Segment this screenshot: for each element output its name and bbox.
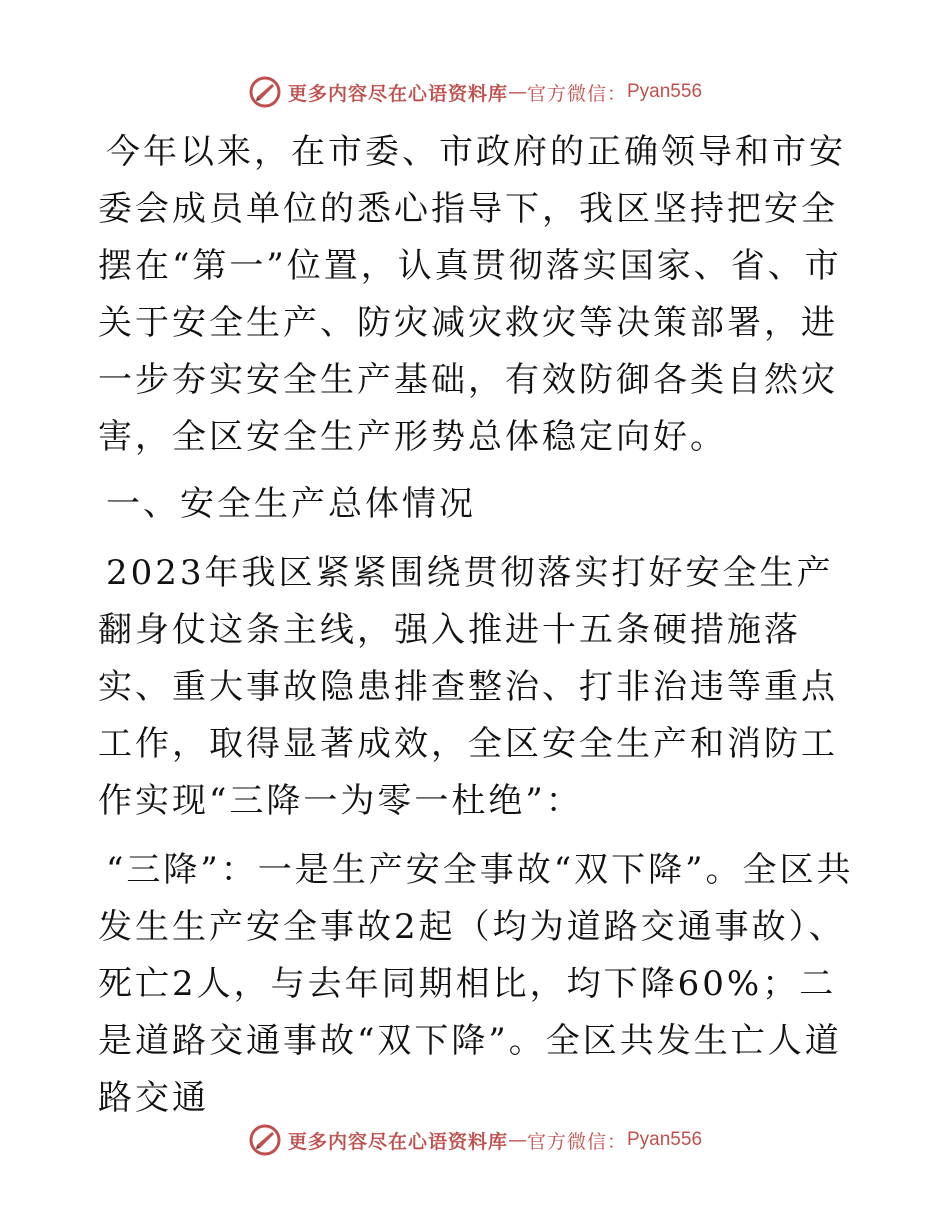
watermark-banner-top [0,72,950,112]
paragraph-intro: 今年以来，在市委、市政府的正确领导和市安委会成员单位的悉心指导下，我区坚持把安全摆在“第一”位置，认真贯彻落实国家、省、市关于安全生产、防灾减灾救灾等决策部署，进一步夯实安全生产基础，有效防御各类自然灾害，全区安全生产形势总体稳定向好。 [98,132,846,457]
banner-wechat-label: 官方微信： [526,82,627,105]
banner-wechat-id: Pyan556 [627,81,703,102]
banner-brand: 更多内容尽在心语资料库 [287,82,508,105]
section-heading: 一、安全生产总体情况 [106,484,476,524]
banner-separator: — [507,1129,527,1151]
paragraph-overview: 2023年我区紧紧围绕贯彻落实打好安全生产翻身仗这条主线，强入推进十五条硬措施落实、重大事故隐患排查整治、打非治违等重点工作，取得显著成效，全区安全生产和消防工作实现“三降一为零一杜绝”： [98,553,838,821]
watermark-banner-bottom [0,1120,950,1160]
document-body [98,124,858,1127]
banner-wechat-id: Pyan556 [627,1129,703,1150]
banner-wechat-label: 官方微信： [526,1130,627,1153]
banner-separator: — [507,81,527,103]
paragraph-three-declines: “三降”：一是生产安全事故“双下降”。全区共发生生产安全事故2起（均为道路交通事故）、死亡2人，与去年同期相比，均下降60%；二是道路交通事故“双下降”。全区共发生亡人道路交通 [98,850,854,1118]
banner-brand: 更多内容尽在心语资料库 [287,1130,508,1153]
logo-icon [248,75,282,109]
logo-icon [248,1123,282,1157]
